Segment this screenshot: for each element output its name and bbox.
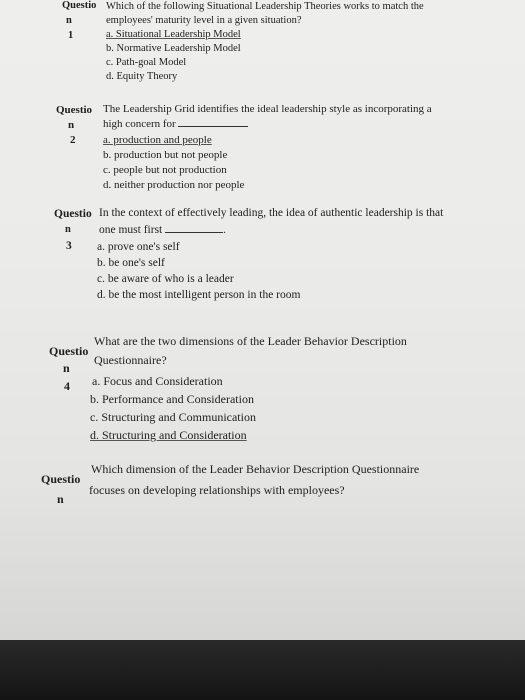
answer-option-b[interactable]: b. Normative Leadership Model — [106, 43, 241, 54]
question-number: 3 — [66, 240, 72, 252]
question-label: Questio — [62, 0, 97, 11]
question-stem-text: high concern for — [103, 118, 176, 130]
answer-option-a[interactable]: a. Situational Leadership Model — [106, 29, 241, 40]
answer-option-c[interactable]: c. Structuring and Communication — [90, 410, 256, 424]
answer-option-d[interactable]: d. neither production nor people — [103, 179, 245, 191]
answer-option-a[interactable]: a. prove one's self — [97, 241, 180, 253]
question-label-suffix: n — [57, 492, 64, 506]
question-label-suffix: n — [66, 15, 72, 26]
dark-background — [0, 640, 525, 700]
question-stem-line-2 — [103, 117, 248, 131]
question-stem-line-2 — [99, 223, 226, 237]
question-stem-line-1: Which dimension of the Leader Behavior Description Questionnaire — [91, 462, 420, 476]
question-stem-line-1: In the context of effectively leading, the idea of authentic leadership is that — [99, 207, 444, 219]
question-label: Questio — [54, 208, 92, 220]
question-label: Questio — [49, 344, 89, 358]
question-stem-line-1: The Leadership Grid identifies the ideal leadership style as incorporating a — [103, 103, 432, 115]
answer-option-a[interactable]: a. Focus and Consideration — [92, 374, 223, 388]
answer-option-c[interactable]: c. Path-goal Model — [106, 57, 187, 68]
question-number: 2 — [70, 134, 76, 146]
question-stem-line-1: Which of the following Situational Leadership Theories works to match the — [106, 1, 424, 12]
answer-blank — [165, 232, 223, 233]
answer-option-c[interactable]: c. people but not production — [103, 164, 227, 176]
answer-option-b[interactable]: b. be one's self — [97, 257, 165, 269]
question-stem-text: one must first — [99, 224, 163, 236]
question-label: Questio — [41, 472, 81, 486]
answer-option-d[interactable]: d. Equity Theory — [106, 71, 178, 82]
answer-option-c[interactable]: c. be aware of who is a leader — [97, 273, 234, 285]
question-label: Questio — [56, 104, 93, 116]
answer-option-d[interactable]: d. Structuring and Consideration — [90, 428, 247, 442]
answer-option-d[interactable]: d. be the most intelligent person in the room — [97, 289, 301, 301]
question-stem-line-2: employees' maturity level in a given situation? — [106, 15, 302, 26]
question-stem-line-2: Questionnaire? — [94, 353, 167, 367]
question-label-suffix: n — [63, 361, 70, 375]
answer-option-b[interactable]: b. production but not people — [103, 149, 228, 161]
answer-option-b[interactable]: b. Performance and Consideration — [90, 392, 254, 406]
question-label-suffix: n — [65, 224, 71, 235]
question-stem-line-2: focuses on developing relationships with employees? — [89, 483, 345, 497]
stem-period: . — [223, 224, 226, 236]
question-stem-line-1: What are the two dimensions of the Leader Behavior Description — [94, 334, 407, 348]
question-label-suffix: n — [68, 119, 75, 131]
question-number: 1 — [68, 30, 74, 41]
answer-option-a[interactable]: a. production and people — [103, 134, 212, 146]
question-number: 4 — [64, 379, 70, 393]
answer-blank — [178, 126, 248, 127]
